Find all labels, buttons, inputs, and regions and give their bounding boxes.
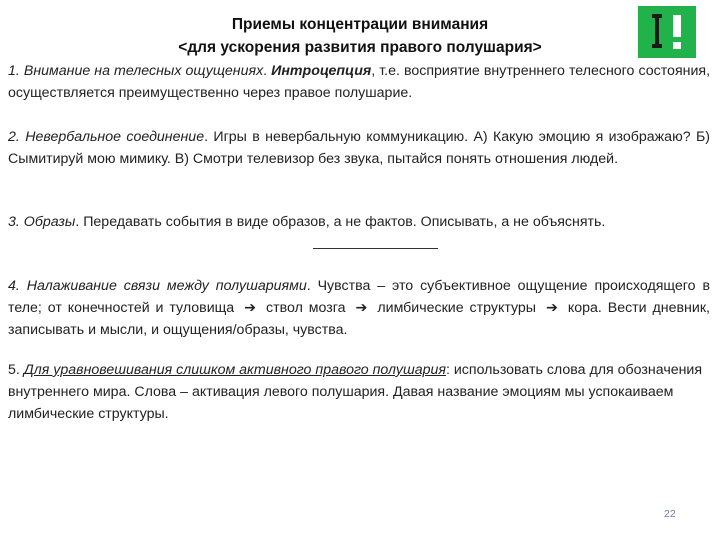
item-3-number: 3.	[8, 214, 20, 230]
arrow-right-icon: ➔	[244, 300, 257, 316]
item-1-heading: Внимание на телесных ощущениях	[23, 63, 264, 79]
item-3-heading: Образы	[23, 214, 76, 230]
wrench-exclamation-icon	[638, 6, 696, 58]
item-3-text: . Передавать события в виде образов, а не фактов. Описывать, а не объяснять.	[75, 214, 606, 230]
item-5	[8, 359, 710, 425]
item-4	[8, 275, 710, 341]
item-2-text: . Игры в невербальную коммуникацию. А) Какую эмоцию я изображаю? Б) Сымитируй мою мимику. В) Смотри телевизор без звука, пытайся понять отношения людей.	[8, 129, 710, 167]
slide-subtitle: <для ускорения развития правого полушария>	[178, 39, 542, 56]
item-4-text-d: кора. Вести дневник, записывать и мысли, и ощущения/образы, чувства.	[8, 300, 710, 338]
arrow-right-icon: ➔	[545, 300, 558, 316]
item-1-term: Интроцепция	[271, 63, 372, 79]
item-5-heading: Для уравновешивания слишком активного правого полушария	[23, 362, 446, 378]
item-5-number: 5.	[8, 362, 20, 378]
item-2-number: 2.	[8, 129, 20, 145]
arrow-right-icon: ➔	[355, 300, 368, 316]
item-4-text-a: . Чувства – это субъективное ощущение происходящего в теле; от конечностей и туловища	[8, 278, 710, 316]
item-1-number: 1.	[8, 63, 20, 79]
slide-title: Приемы концентрации внимания	[231, 16, 489, 33]
item-4-number: 4.	[8, 278, 20, 294]
item-2	[8, 126, 710, 170]
item-4-heading: Налаживание связи между полушариями	[26, 278, 307, 294]
item-2-heading: Невербальное соединение	[25, 129, 205, 145]
item-5-text: : использовать слова для обозначения внутреннего мира. Слова – активация левого полушария. Давая название эмоциям мы успокаиваем лимбические структуры.	[8, 362, 703, 422]
page-number: 22	[664, 508, 676, 520]
divider-line	[313, 248, 438, 249]
item-4-text-c: лимбические структуры	[377, 300, 536, 316]
item-4-text-b: ствол мозга	[266, 300, 346, 316]
item-1-text: , т.е. восприятие внутреннего телесного состояния, осуществляется преимущественно через правое полушарие.	[8, 63, 711, 101]
item-1: 1. Внимание на телесных ощущениях. Интроцепция, т.е. восприятие внутреннего телесного состояния, осуществляется преимущественно через правое полушарие.	[8, 63, 711, 101]
item-3	[8, 211, 710, 233]
